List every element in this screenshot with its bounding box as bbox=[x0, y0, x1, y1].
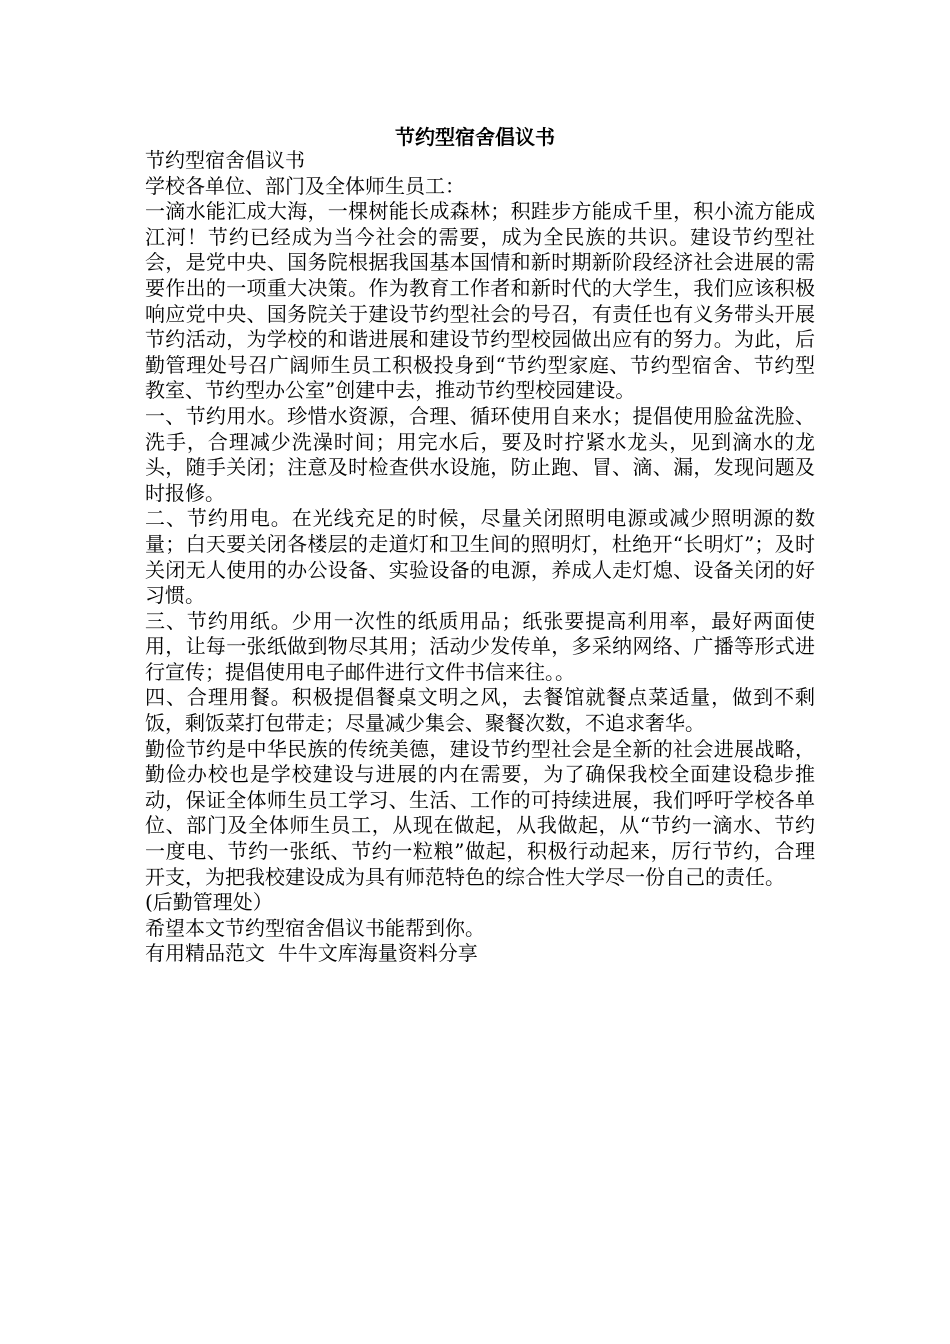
document-body bbox=[145, 148, 815, 967]
salutation: 学校各单位、部门及全体师生员工： bbox=[145, 173, 465, 198]
item-save-electricity: 二、节约用电。在光线充足的时候，尽量关闭照明电源或减少照明源的数量；白天要关闭各楼层的走道灯和卫生间的照明灯，杜绝开“长明灯”；及时关闭无人使用的办公设备、实验设备的电源，养成人走灯熄、设备关闭的好习惯。 bbox=[145, 506, 815, 608]
item-reasonable-dining: 四、合理用餐。积极提倡餐桌文明之风，去餐馆就餐点菜适量，做到不剩饭，剩饭菜打包带走；尽量减少集会、聚餐次数，不追求奢华。 bbox=[145, 685, 815, 736]
intro-paragraph: 一滴水能汇成大海，一棵树能长成森林；积跬步方能成千里，积小流方能成江河！节约已经成为当今社会的需要，成为全民族的共识。建设节约型社会，是党中央、国务院根据我国基本国情和新时期新阶段经济社会进展的需要作出的一项重大决策。作为教育工作者和新时代的大学生，我们应该积极响应党中央、国务院关于建设节约型社会的号召，有责任也有义务带头开展节约活动，为学校的和谐进展和建设节约型校园做出应有的努力。为此，后勤管理处号召广阔师生员工积极投身到“节约型家庭、节约型宿舍、节约型教室、节约型办公室”创建中去，推动节约型校园建设。 bbox=[145, 199, 815, 403]
item-save-water: 一、节约用水。珍惜水资源，合理、循环使用自来水；提倡使用脸盆洗脸、洗手，合理减少洗澡时间；用完水后，要及时拧紧水龙头，见到滴水的龙头，随手关闭；注意及时检查供水设施，防止跑、冒、滴、漏，发现问题及时报修。 bbox=[145, 403, 815, 505]
document-title: 节约型宿舍倡议书 bbox=[395, 125, 555, 149]
hope-line: 希望本文节约型宿舍倡议书能帮到你。 bbox=[145, 915, 485, 940]
subtitle-line: 节约型宿舍倡议书 bbox=[145, 148, 305, 172]
footer-line: 有用精品范文 牛牛文库海量资料分享 bbox=[145, 941, 478, 966]
closing-paragraph: 勤俭节约是中华民族的传统美德，建设节约型社会是全新的社会进展战略，勤俭办校也是学校建设与进展的内在需要，为了确保我校全面建设稳步推动，保证全体师生员工学习、生活、工作的可持续进展，我们呼吁学校各单位、部门及全体师生员工，从现在做起，从我做起，从“节约一滴水、节约一度电、节约一张纸、节约一粒粮”做起，积极行动起来，厉行节约，合理开支，为把我校建设成为具有师范特色的综合性大学尽一份自己的责任。 bbox=[145, 736, 815, 889]
signature: (后勤管理处） bbox=[145, 890, 273, 915]
item-save-paper: 三、节约用纸。少用一次性的纸质用品；纸张要提高利用率，最好两面使用，让每一张纸做到物尽其用；活动少发传单，多采纳网络、广播等形式进行宣传；提倡使用电子邮件进行文件书信来往。。 bbox=[145, 608, 815, 684]
